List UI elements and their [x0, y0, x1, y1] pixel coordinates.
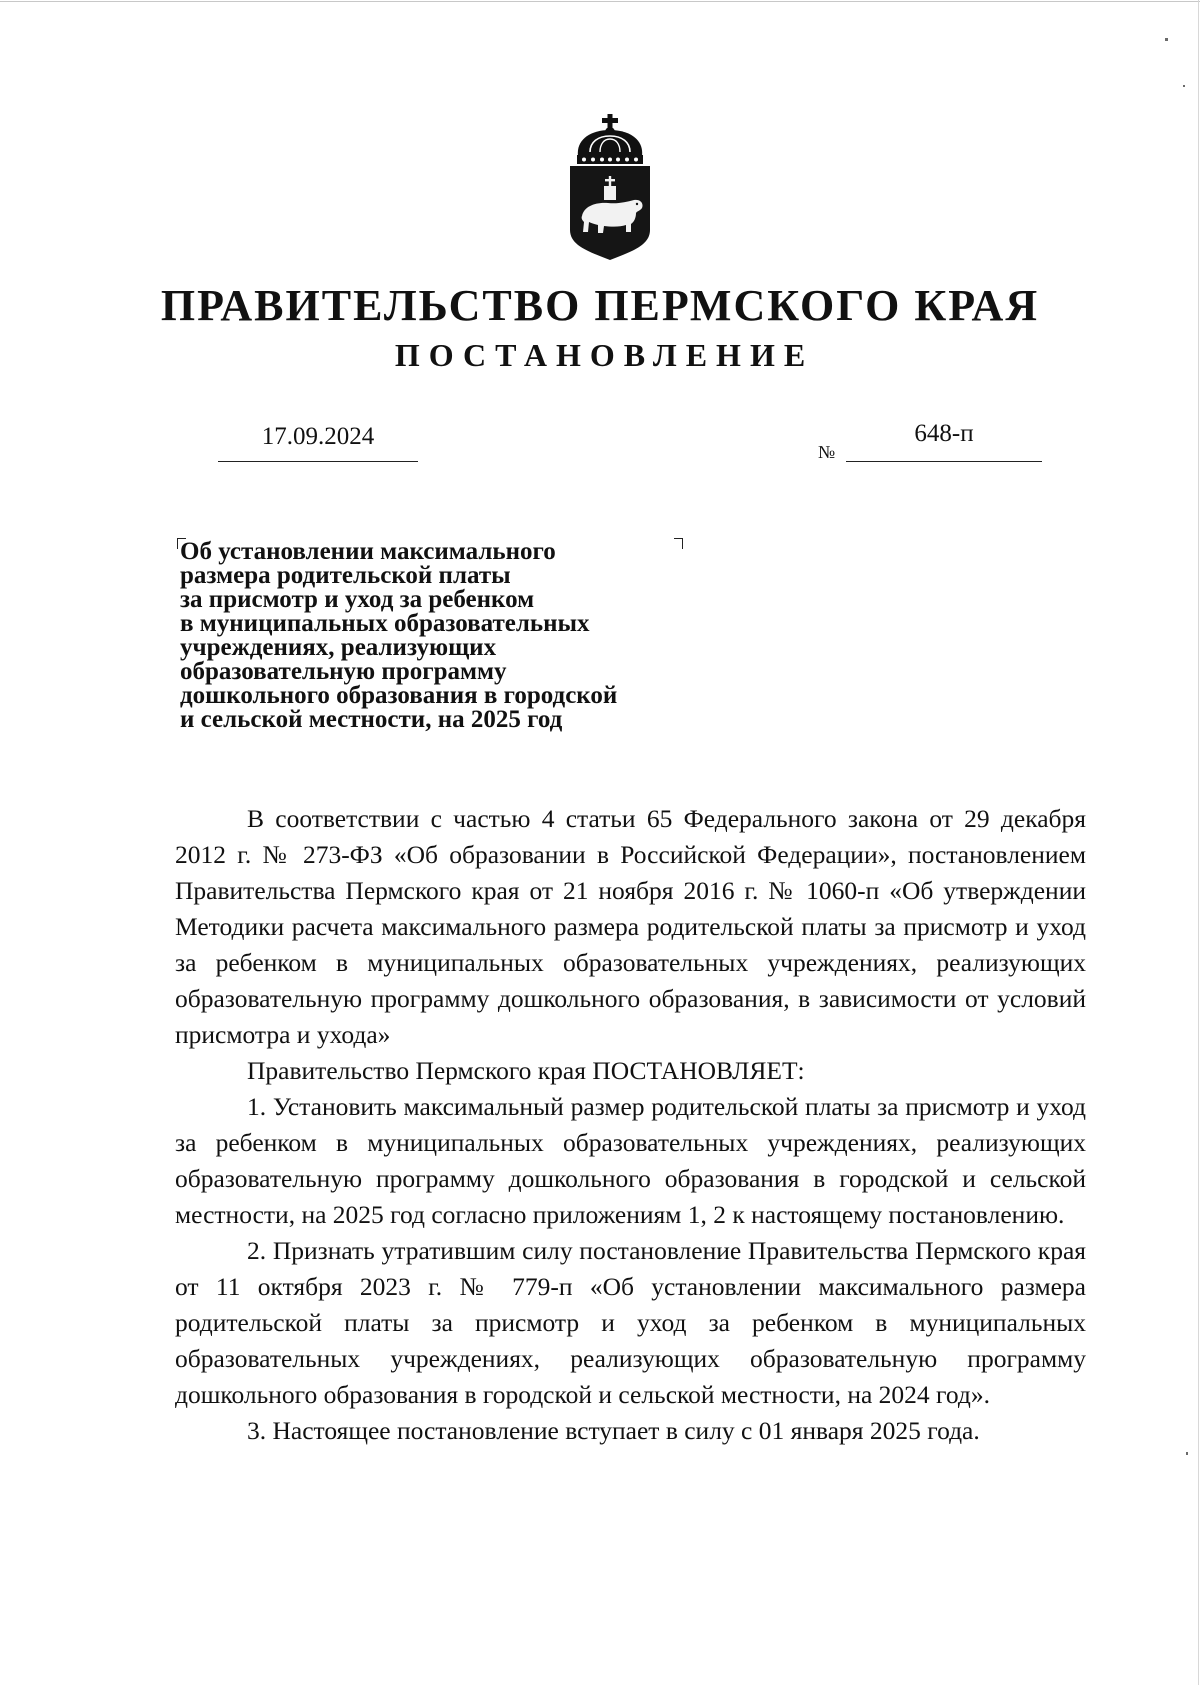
- date-underline: [218, 461, 418, 462]
- scan-edge-right: [1198, 0, 1199, 1685]
- number-underline: [846, 461, 1042, 462]
- subject-line: дошкольного образования в городской: [180, 682, 618, 709]
- subject-line: в муниципальных образовательных: [180, 610, 590, 637]
- item-paragraph-2: 2. Признать утратившим силу постановление Правительства Пермского края от 11 октября 2023 г. № 779-п «Об установлении максимального размера родительской платы за присмотр и уход за ребенком в муниципальных образовательных учреждениях, реализующих образовательную программу дошкольного образования в городской и сельской местности, на 2024 год».: [175, 1236, 1086, 1409]
- scan-speck: [1186, 1452, 1188, 1455]
- item-paragraph-3: 3. Настоящее постановление вступает в силу с 01 января 2025 года.: [247, 1416, 980, 1445]
- subject-line: Об установлении максимального: [180, 538, 556, 565]
- subject-line: размера родительской платы: [180, 562, 511, 589]
- perm-krai-coat-of-arms-icon: [560, 112, 660, 262]
- subject-line: за присмотр и уход за ребенком: [180, 586, 535, 613]
- number-sign: №: [818, 442, 836, 462]
- document-date: 17.09.2024: [261, 423, 375, 450]
- document-type-title: ПОСТАНОВЛЕНИЕ: [394, 337, 815, 373]
- subject-line: и сельской местности, на 2025 год: [180, 706, 563, 733]
- scan-speck: [1165, 38, 1168, 41]
- subject-line: образовательную программу: [180, 658, 507, 685]
- document-subject: [180, 540, 700, 732]
- subject-line: учреждениях, реализующих: [180, 634, 497, 661]
- government-title: ПРАВИТЕЛЬСТВО ПЕРМСКОГО КРАЯ: [160, 281, 1040, 330]
- document-number: 648-п: [914, 420, 974, 447]
- preamble-paragraph: В соответствии с частью 4 статьи 65 Федерального закона от 29 декабря 2012 г. № 273-ФЗ «Об образовании в Российской Федерации», постановлением Правительства Пермского края от 21 ноября 2016 г. № 1060-п «Об утверждении Методики расчета максимального размера родительской платы за присмотр и уход за ребенком в муниципальных образовательных учреждениях, реализующих образовательную программу дошкольного образования, в зависимости от условий присмотра и ухода»: [175, 804, 1086, 1049]
- resolves-paragraph: Правительство Пермского края ПОСТАНОВЛЯЕТ:: [247, 1056, 805, 1085]
- scan-edge-top: [0, 1, 1200, 2]
- item-paragraph-1: 1. Установить максимальный размер родительской платы за присмотр и уход за ребенком в муниципальных образовательных учреждениях, реализующих образовательную программу дошкольного образования в городской и сельской местности, на 2025 год согласно приложениям 1, 2 к настоящему постановлению.: [175, 1092, 1086, 1229]
- document-body: [175, 801, 1086, 1449]
- scan-speck: [1183, 85, 1185, 87]
